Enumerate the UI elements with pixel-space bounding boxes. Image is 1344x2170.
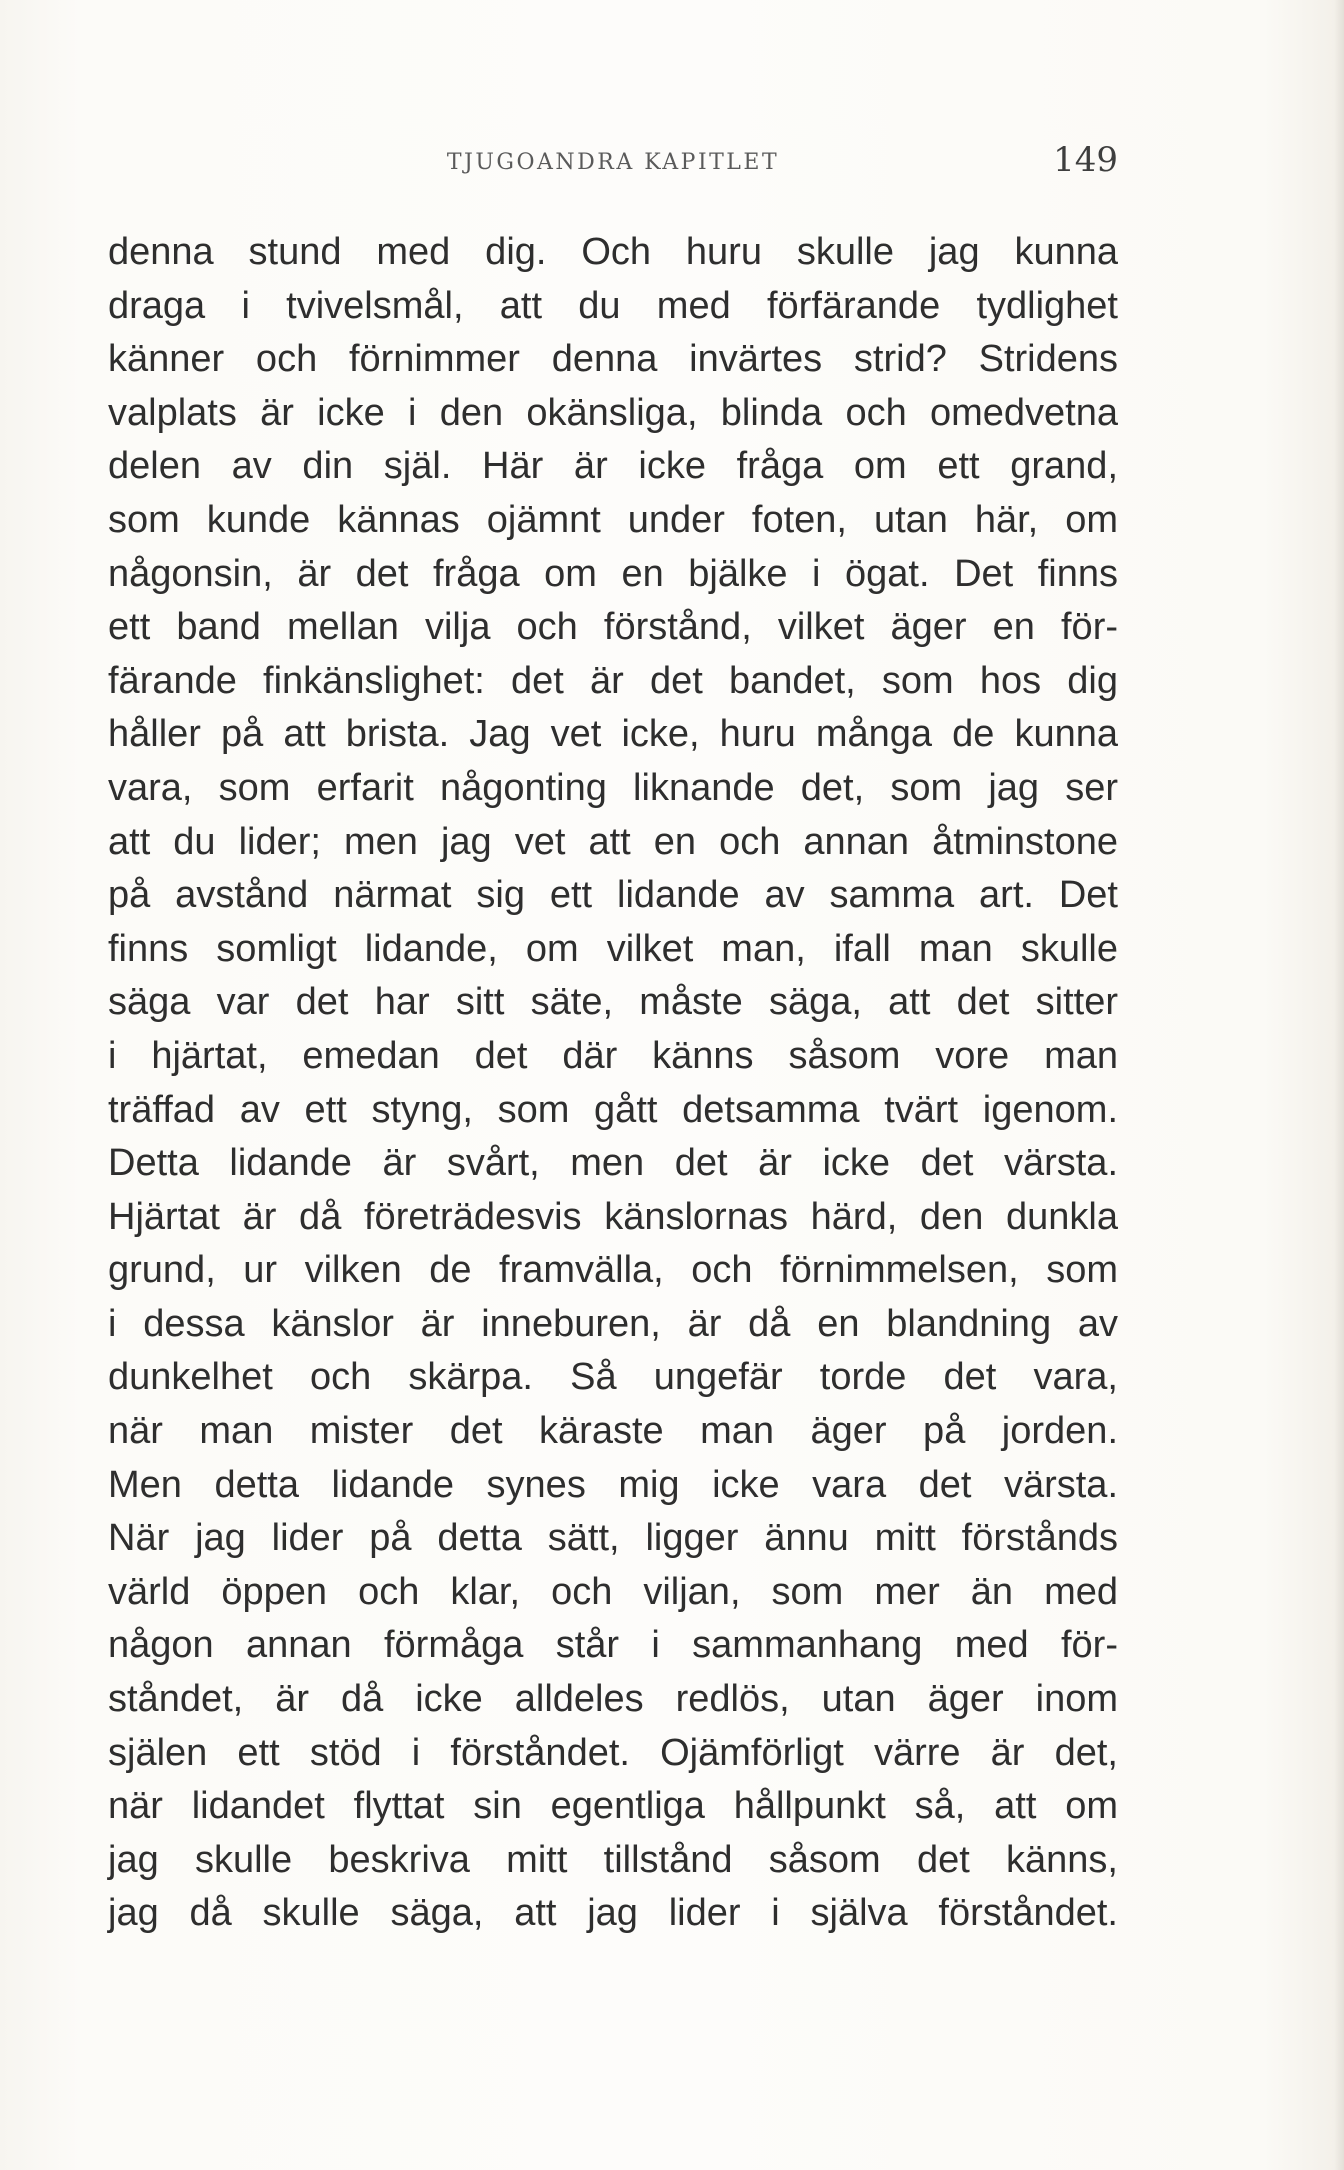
text-line: Hjärtat är då företrädesvis känslornas härd, den dunkla <box>108 1195 1118 1238</box>
text-line: grund, ur vilken de framvälla, och förnimmelsen, som <box>108 1249 1118 1292</box>
text-line: ett band mellan vilja och förstånd, vilket äger en för- <box>108 606 1118 649</box>
text-line: vara, som erfarit någonting liknande det, som jag ser <box>108 766 1118 809</box>
text-line: jag då skulle säga, att jag lider i själva förståndet. <box>108 1892 1118 1935</box>
text-line: någonsin, är det fråga om en bjälke i ögat. Det finns <box>108 552 1118 595</box>
text-line: ståndet, är då icke alldeles redlös, utan äger inom <box>108 1678 1118 1721</box>
text-line: i hjärtat, emedan det där känns såsom vore man <box>108 1034 1118 1077</box>
text-line: när lidandet flyttat sin egentliga hållpunkt så, att om <box>108 1785 1118 1828</box>
text-line: Detta lidande är svårt, men det är icke det värsta. <box>108 1142 1118 1185</box>
text-line: i dessa känslor är inneburen, är då en blandning av <box>108 1302 1118 1345</box>
text-line: håller på att brista. Jag vet icke, huru många de kunna <box>108 713 1118 756</box>
text-line: att du lider; men jag vet att en och annan åtminstone <box>108 820 1118 863</box>
running-header <box>108 140 1118 184</box>
text-line: på avstånd närmat sig ett lidande av samma art. Det <box>108 874 1118 917</box>
text-line: finns somligt lidande, om vilket man, ifall man skulle <box>108 927 1118 970</box>
text-line: känner och förnimmer denna invärtes strid? Stridens <box>108 338 1118 381</box>
text-line: jag skulle beskriva mitt tillstånd såsom det känns, <box>108 1838 1118 1881</box>
text-line: färande finkänslighet: det är det bandet, som hos dig <box>108 659 1118 702</box>
text-line: valplats är icke i den okänsliga, blinda och omedvetna <box>108 391 1118 434</box>
page-edge-shadow <box>1334 0 1344 2170</box>
text-line: denna stund med dig. Och huru skulle jag kunna <box>108 231 1118 273</box>
text-line: träffad av ett styng, som gått detsamma tvärt igenom. <box>108 1088 1118 1131</box>
body-text <box>108 226 1118 1941</box>
text-line: säga var det har sitt säte, måste säga, att det sitter <box>108 981 1118 1024</box>
text-line: som kunde kännas ojämnt under foten, utan här, om <box>108 498 1118 541</box>
text-line: När jag lider på detta sätt, ligger ännu mitt förstånds <box>108 1517 1118 1560</box>
text-line: delen av din själ. Här är icke fråga om ett grand, <box>108 445 1118 488</box>
page-number: 149 <box>1053 140 1118 180</box>
text-line: Men detta lidande synes mig icke vara det värsta. <box>108 1463 1118 1506</box>
text-line: draga i tvivelsmål, att du med förfärande tydlighet <box>108 284 1118 327</box>
text-line: någon annan förmåga står i sammanhang med för- <box>108 1624 1118 1667</box>
text-line: själen ett stöd i förståndet. Ojämförligt värre är det, <box>108 1731 1118 1774</box>
text-line: värld öppen och klar, och viljan, som mer än med <box>108 1570 1118 1613</box>
running-title: TJUGOANDRA KAPITLET <box>446 150 780 175</box>
text-line: när man mister det käraste man äger på jorden. <box>108 1410 1118 1453</box>
text-line: dunkelhet och skärpa. Så ungefär torde det vara, <box>108 1356 1118 1399</box>
